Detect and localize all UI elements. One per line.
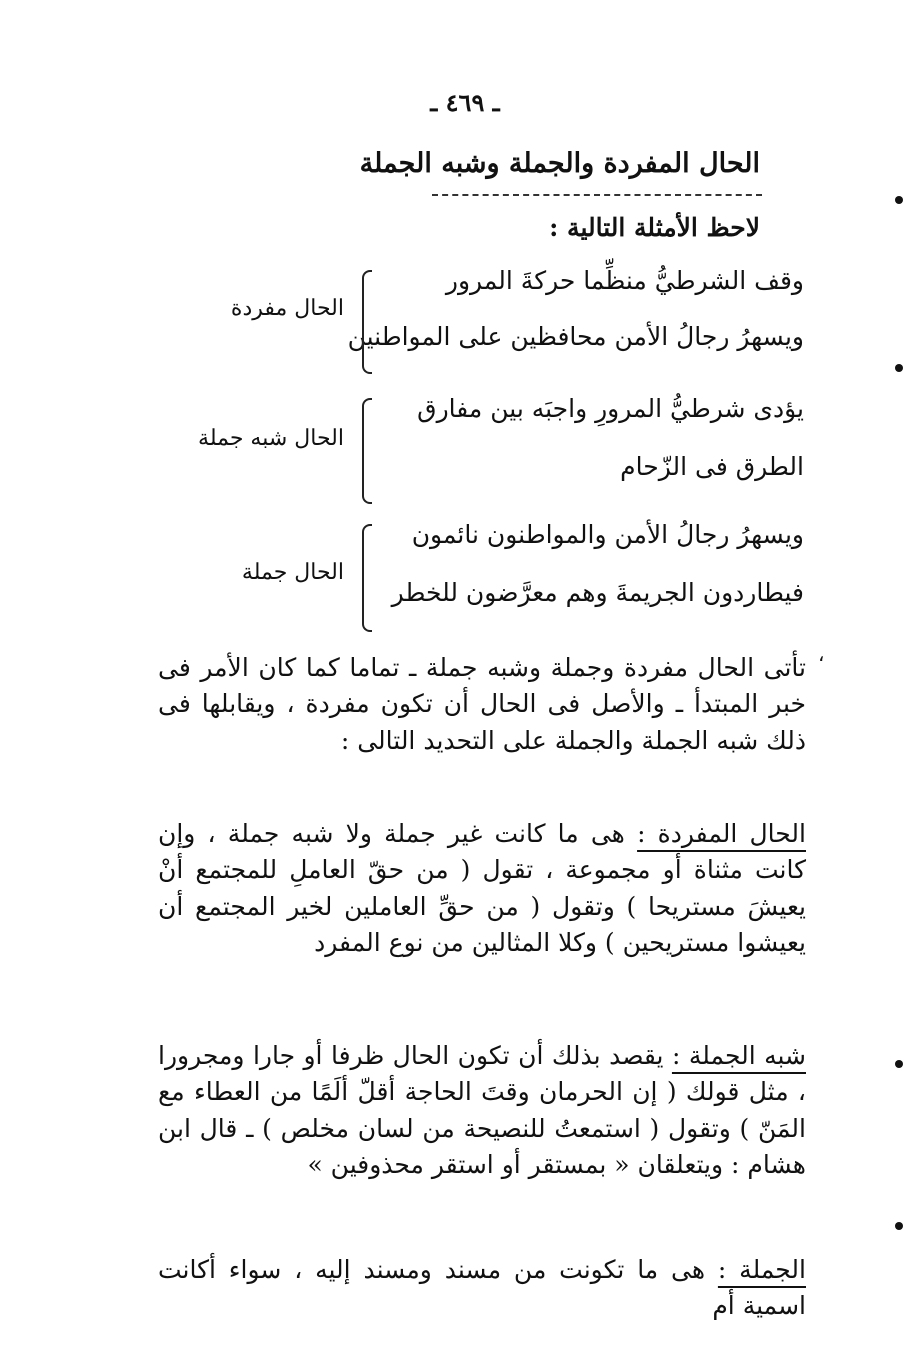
margin-mark xyxy=(895,196,903,204)
example-label: الحال جملة xyxy=(241,560,344,585)
paragraph-single xyxy=(158,816,806,961)
paragraph-clause xyxy=(158,1252,806,1325)
term-heading: الحال المفردة : xyxy=(637,819,806,848)
title-underline xyxy=(432,194,762,196)
example-label: الحال شبه جملة xyxy=(198,426,344,451)
paragraph-intro xyxy=(158,650,806,759)
paragraph-text: تأتى الحال مفردة وجملة وشبه جملة ـ تماما كما كان الأمر فى خبر المبتدأ ـ والأصل فى الحال أن تكون مفردة ، ويقابلها فى ذلك شبه الجملة والجملة على التحديد التالى : xyxy=(158,653,806,755)
term-heading: شبه الجملة : xyxy=(671,1041,806,1070)
margin-tick: ، xyxy=(818,642,825,666)
example-label: الحال مفردة xyxy=(230,296,344,321)
term-heading: الجملة : xyxy=(717,1255,806,1284)
example-line: يؤدى شرطيُّ المرورِ واجبَه بين مفارق xyxy=(417,394,804,423)
margin-mark xyxy=(895,364,903,372)
paragraph-text: يقصد بذلك أن تكون الحال ظرفا أو جارا ومجرورا ، مثل قولك ( إن الحرمان وقتَ الحاجة أقلّ ألَمًا من العطاء مع المَنّ ) وتقول ( استمعتُ للنصيحة من لسان مخلص ) ـ قال ابن هشام : ويتعلقان « بمستقر أو استقر محذوفين » xyxy=(158,1041,806,1179)
examples-intro: لاحظ الأمثلة التالية : xyxy=(549,213,760,242)
section-title: الحال المفردة والجملة وشبه الجملة xyxy=(359,148,760,179)
grouping-brace xyxy=(362,524,372,632)
example-line: فيطاردون الجريمةَ وهم معرَّضون للخطر xyxy=(391,578,804,607)
paragraph-text: هى ما كانت غير جملة ولا شبه جملة ، وإن كانت مثناة أو مجموعة ، تقول ( من حقّ العاملِ للمجتمع أنْ يعيشَ مستريحا ) وتقول ( من حقِّ العاملين لخير المجتمع أن يعيشوا مستريحين ) وكلا المثالين من نوع المفرد xyxy=(158,819,806,957)
paragraph-semi-clause xyxy=(158,1038,806,1183)
margin-mark xyxy=(895,1060,903,1068)
margin-mark xyxy=(895,1222,903,1230)
example-line: وقف الشرطيُّ منظِّما حركةَ المرور xyxy=(445,266,804,295)
paragraph-text: هى ما تكونت من مسند ومسند إليه ، سواء أكانت اسمية أم xyxy=(158,1255,806,1321)
example-line: ويسهرُ رجالُ الأمن والمواطنون نائمون xyxy=(411,520,804,549)
grouping-brace xyxy=(362,270,372,374)
grouping-brace xyxy=(362,398,372,504)
example-line: ويسهرُ رجالُ الأمن محافظين على المواطنين xyxy=(347,322,804,351)
example-line: الطرق فى الزّحام xyxy=(620,452,804,481)
page-number: ـ ٤٦٩ ـ xyxy=(430,88,500,117)
